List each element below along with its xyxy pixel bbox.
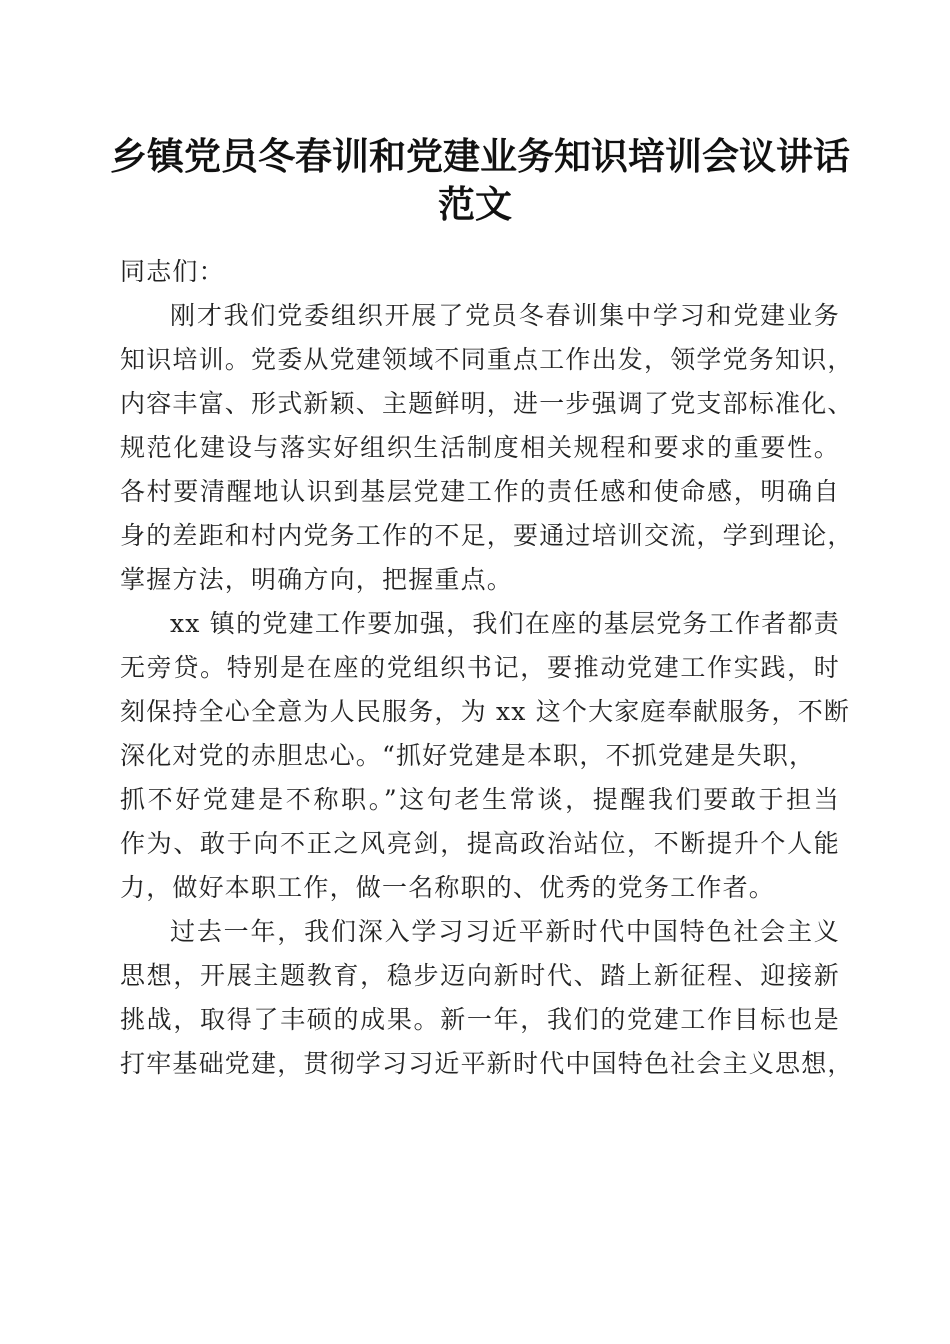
paragraph-1-line-5: 各村要清醒地认识到基层党建工作的责任感和使命感，明确自	[120, 477, 840, 506]
paragraph-1-line-6: 身的差距和村内党务工作的不足，要通过培训交流，学到理论，	[120, 521, 854, 550]
paragraph-1-line-1: 刚才我们党委组织开展了党员冬春训集中学习和党建业务	[170, 301, 840, 330]
paragraph-3-line-1: 过去一年，我们深入学习习近平新时代中国特色社会主义	[170, 917, 840, 946]
title-line-2: 范文	[438, 182, 512, 226]
paragraph-2-line-7: 力，做好本职工作，做一名称职的、优秀的党务工作者。	[120, 873, 776, 902]
salutation: 同志们：	[120, 257, 225, 286]
paragraph-2-line-5: 抓不好党建是不称职。”这句老生常谈，提醒我们要敢于担当	[120, 785, 840, 814]
paragraph-1-line-3: 内容丰富、形式新颖、主题鲜明，进一步强调了党支部标准化、	[120, 389, 854, 418]
paragraph-1-line-7: 掌握方法，明确方向，把握重点。	[120, 565, 514, 594]
paragraph-3-line-3: 挑战，取得了丰硕的成果。新一年，我们的党建工作目标也是	[120, 1005, 840, 1034]
document-body	[120, 250, 854, 1086]
paragraph-3-line-4: 打牢基础党建，贯彻学习习近平新时代中国特色社会主义思想，	[120, 1049, 854, 1078]
title-line-1: 乡镇党员冬春训和党建业务知识培训会议讲话	[110, 134, 850, 178]
paragraph-2-line-2: 无旁贷。特别是在座的党组织书记，要推动党建工作实践，时	[120, 653, 840, 682]
paragraph-3-line-2: 思想，开展主题教育，稳步迈向新时代、踏上新征程、迎接新	[120, 961, 840, 990]
paragraph-2-line-6: 作为、敢于向不正之风亮剑，提高政治站位，不断提升个人能	[120, 829, 840, 858]
paragraph-1-line-4: 规范化建设与落实好组织生活制度相关规程和要求的重要性。	[120, 433, 840, 462]
paragraph-2-line-1: xx 镇的党建工作要加强，我们在座的基层党务工作者都责	[170, 609, 840, 638]
paragraph-1-line-2: 知识培训。党委从党建领域不同重点工作出发，领学党务知识，	[120, 345, 854, 374]
document-title	[110, 132, 850, 228]
paragraph-2-line-4: 深化对党的赤胆忠心。“抓好党建是本职，不抓党建是失职，	[120, 741, 816, 770]
paragraph-2-line-3: 刻保持全心全意为人民服务，为 xx 这个大家庭奉献服务，不断	[120, 697, 851, 726]
